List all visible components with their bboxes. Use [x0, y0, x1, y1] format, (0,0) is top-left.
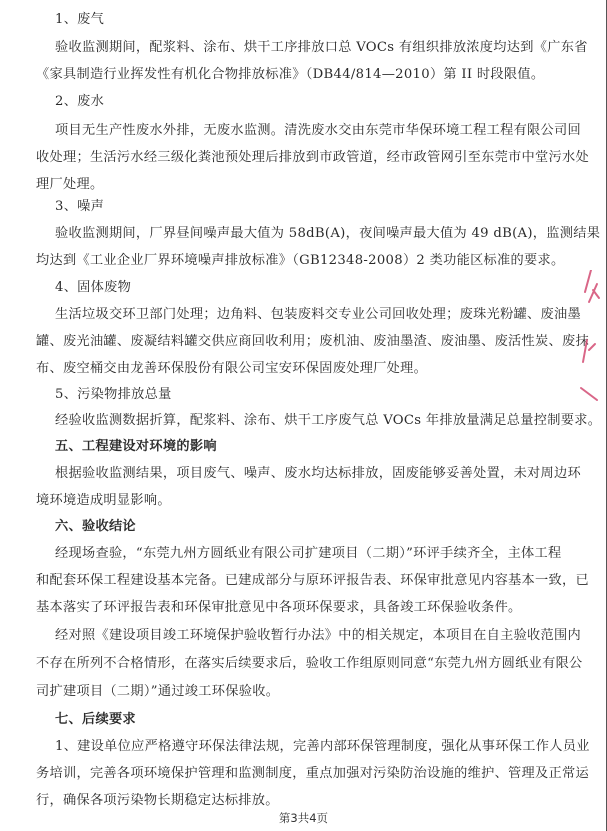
- paragraph-text: 司扩建项目（二期）”通过竣工环保验收。: [36, 684, 280, 699]
- section-title-total-emissions: 5、污染物排放总量: [55, 387, 172, 402]
- paragraph-text: 理厂处理。: [36, 177, 104, 192]
- page-number: 第3共4页: [278, 811, 329, 825]
- section-title-waste-gas: 1、废气: [55, 12, 105, 27]
- paragraph-text: 验收监测期间，厂界昼间噪声最大值为 58dB(A)，夜间噪声最大值为 49 dB(A)，监测结果: [55, 226, 601, 241]
- paragraph-text: 不存在所列不合格情形，在落实后续要求后，验收工作组原则同意“东莞九州方圆纸业有限公: [36, 656, 583, 671]
- section-title-waste-water: 2、废水: [55, 94, 105, 109]
- paragraph-text: 收处理；生活污水经三级化粪池预处理后排放到市政管道，经市政管网引至东莞市中堂污水处: [36, 150, 589, 165]
- paragraph-text: 经对照《建设项目竣工环境保护验收暂行办法》中的相关规定，本项目在自主验收范围内: [55, 628, 582, 643]
- paragraph-text: 经验收监测数据折算，配浆料、涂布、烘干工序废气总 VOCs 年排放量满足总量控制要求。: [55, 413, 602, 428]
- section-title-noise: 3、噪声: [55, 199, 105, 214]
- seal-stamp-icon: [577, 270, 605, 420]
- paragraph-text: 和配套环保工程建设基本完备。已建成部分与原环评报告表、环保审批意见内容基本一致，已: [36, 573, 589, 588]
- section-title-solid-waste: 4、固体废物: [55, 280, 132, 295]
- heading-follow-up-requirements: 七、后续要求: [55, 712, 136, 727]
- paragraph-text: 验收监测期间，配浆料、涂布、烘干工序排放口总 VOCs 有组织排放浓度均达到《广东省: [55, 40, 588, 55]
- paragraph-text: 1、建设单位应严格遵守环保法律法规，完善内部环保管理制度，强化从事环保工作人员业: [55, 739, 590, 754]
- heading-environmental-impact: 五、工程建设对环境的影响: [55, 439, 217, 454]
- heading-acceptance-conclusion: 六、验收结论: [55, 519, 136, 534]
- paragraph-text: 均达到《工业企业厂界环境噪声排放标准》（GB12348-2008）2 类功能区标准的要求。: [36, 253, 565, 268]
- paragraph-text: 项目无生产性废水外排，无废水监测。清洗废水交由东莞市华保环境工程工程有限公司回: [55, 123, 582, 138]
- paragraph-text: 务培训，完善各项环境保护管理和监测制度，重点加强对污染防治设施的维护、管理及正常运: [36, 766, 589, 781]
- paragraph-text: 根据验收监测结果，项目废气、噪声、废水均达标排放，固废能够妥善处置，未对周边环: [55, 466, 582, 481]
- paragraph-text: 经现场查验，“东莞九州方圆纸业有限公司扩建项目（二期）”环评手续齐全，主体工程: [55, 546, 562, 561]
- paragraph-text: 境环境造成明显影响。: [36, 493, 171, 508]
- paragraph-text: 《家具制造行业挥发性有机化合物排放标准》（DB44/814—2010）第 II 时段限值。: [36, 67, 545, 82]
- paragraph-text: 行，确保各项污染物长期稳定达标排放。: [36, 793, 279, 808]
- paragraph-text: 布、废空桶交由龙善环保股份有限公司宝安环保固废处理厂处理。: [36, 361, 428, 376]
- paragraph-text: 罐、废光油罐、废凝结料罐交供应商回收利用；废机油、废油墨渣、废油墨、废活性炭、废抹: [36, 334, 589, 349]
- paragraph-text: 基本落实了环评报告表和环保审批意见中各项环保要求，具备竣工环保验收条件。: [36, 600, 522, 615]
- paragraph-text: 生活垃圾交环卫部门处理；边角料、包装废料交专业公司回收处理；废珠光粉罐、废油墨: [55, 307, 582, 322]
